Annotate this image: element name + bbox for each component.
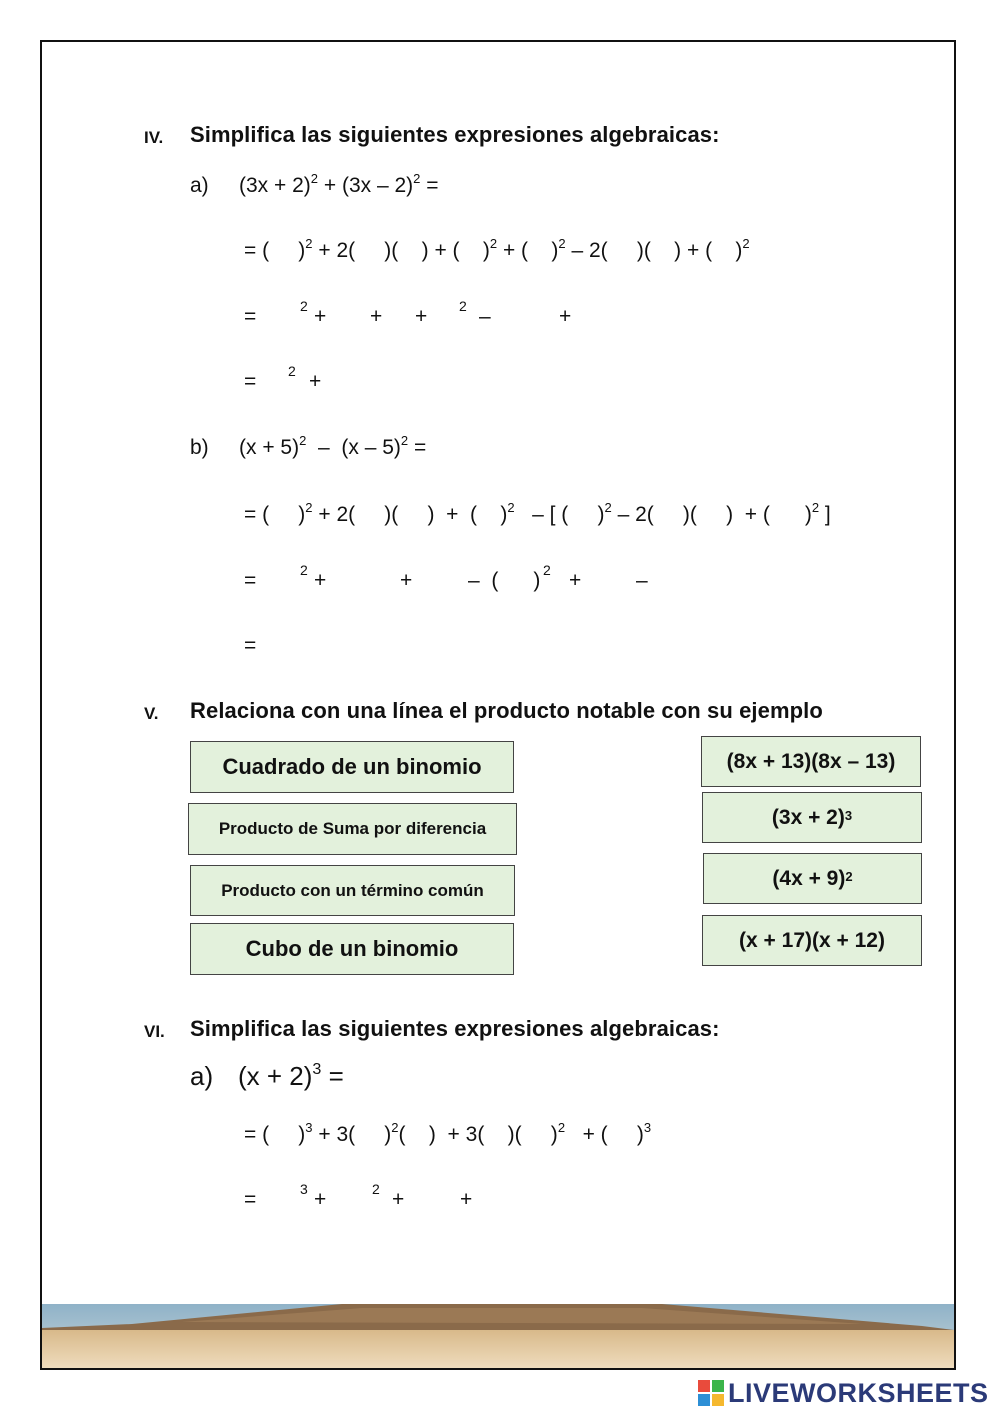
vi-a-label: a) [190,1061,214,1091]
vi-a-step1: = ( )$^3$ + 3( )$^2$( ) + 3( )( )$^2$ + ( )$^3$ [244,1119,652,1146]
section-iv-title: Simplifica las siguientes expresiones algebraicas: [190,122,720,147]
brand-name: LIVEWORKSHEETS [728,1377,989,1408]
sand-band [42,1330,954,1368]
concept-box-cubo-binomio[interactable]: Cubo de un binomio [190,923,514,975]
iv-a-label: a) [190,174,209,197]
desert-landscape-strip [42,1304,954,1368]
vi-a-expression: $(x + 2)^3$ = [238,1059,344,1091]
iv-b-expression: $(x + 5)^2 - (x - 5)^2$ = [239,432,427,459]
iv-b-label: b) [190,436,209,459]
liveworksheets-logo [698,1378,989,1408]
example-box-x-17-x-12[interactable]: (x + 17)(x + 12) [702,915,922,966]
concept-box-cuadrado-binomio[interactable]: Cuadrado de un binomio [190,741,514,793]
section-vi-title: Simplifica las siguientes expresiones algebraicas: [190,1016,720,1041]
iv-a-step1: = ( )$^2$ + 2( )( ) + ( )$^2$ + ( )$^2$ – 2( )( ) + ( )$^2$ [244,235,750,262]
worksheet-page: IV. Simplifica las siguientes expresiones algebraicas: a) $(3x + 2)^2 + (3x - 2)^2$ = = ( )$^2$ + 2( )( ) + ( )$^2$ + ( )$^2$ – 2( )( ) + ( )$^2$ = 2 + + + 2 – + = 2 + b) $(x + 5)^2 - (x - 5)^2$ = = ( )$^2$ + 2( )( ) + ( )$^2$ – [ ( )$^2$ – 2( )( ) + ( )$^2$ ] = 2 + + – ( ) 2 + – = V. Relaciona con una línea el producto notable con su ejemplo Cuadrado de un binomio Producto de Suma por diferencia Producto con un término común Cubo de un binomio (8x + 13)(8x – 13) (3x + 2) $^3$ (4x + 9) $^2$ (x + 17)(x + 12) VI. Simplifica las siguientes expresiones algebraicas: a) $(x + 2)^3$ = = ( )$^3$ + 3( )$^2$( ) + 3( )( )$^2$ + ( )$^3$ = 3 + 2 + + [40,40,956,1370]
example-box-8x-13[interactable]: (8x + 13)(8x – 13) [701,736,921,787]
section-v-numeral: V. [144,704,159,723]
example-box-3x-2-cubed[interactable]: (3x + 2) $^3$ [702,792,922,843]
section-v-title: Relaciona con una línea el producto notable con su ejemplo [190,698,823,723]
iv-a-expression: $(3x + 2)^2 + (3x - 2)^2$ = [239,170,439,197]
concept-box-suma-por-diferencia[interactable]: Producto de Suma por diferencia [188,803,517,855]
section-iv-numeral: IV. [144,128,164,147]
section-vi-numeral: VI. [144,1022,165,1041]
concept-box-termino-comun[interactable]: Producto con un término común [190,865,515,916]
example-box-4x-9-squared[interactable]: (4x + 9) $^2$ [703,853,922,904]
lws-badge-icon [698,1380,724,1406]
iv-b-step1: = ( )$^2$ + 2( )( ) + ( )$^2$ – [ ( )$^2$ – 2( )( ) + ( )$^2$ ] [244,499,831,526]
iv-b-step3: = [244,634,257,657]
